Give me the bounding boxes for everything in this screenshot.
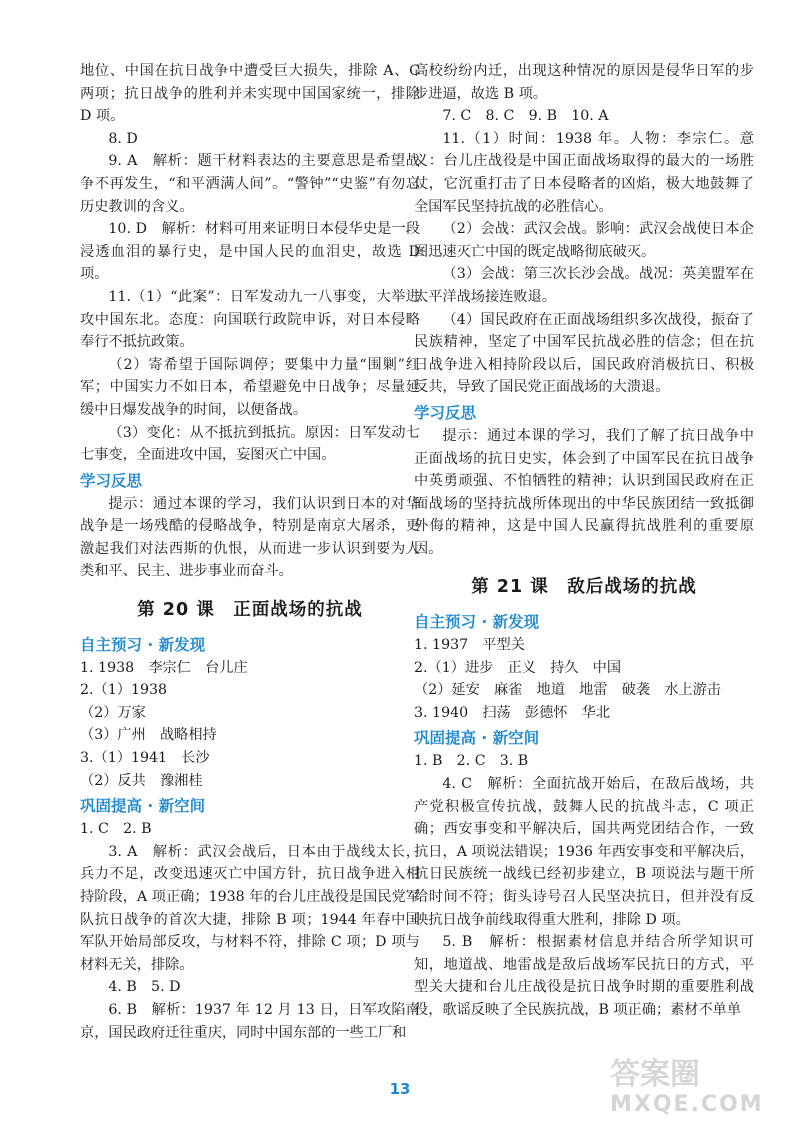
- answer-paragraph: 1. 1937 平型关: [414, 637, 525, 654]
- answer-paragraph: 11.（1）“此案”：日军发动九一八事变，大举进攻中国东北。态度：向国联行政院申诉，对日本侵略奉行不抵抗政策。: [80, 288, 420, 351]
- answer-paragraph: 11.（1）时间：1938 年。人物：李宗仁。意义：台儿庄战役是中国正面战场取得的最大的一场胜仗，它沉重打击了日本侵略者的凶焰，极大地鼓舞了全国军民坚持抗战的必胜信心。: [414, 130, 754, 215]
- section-heading: 学习反思: [414, 403, 477, 422]
- answer-paragraph: 3. A 解析：武汉会战后，日本由于战线太长，兵力不足，改变迅速灭亡中国方针，抗日战争进入相持阶段，A 项正确；1938 年的台儿庄战役是国民党军队抗日战争的首次大捷，排除 B 项；1944 年春中国军队开始局部反攻，与材料不符，排除 C 项；D 项与材料无关，排除。: [80, 843, 420, 973]
- answer-paragraph: （3）会战：第三次长沙会战。战况：英美盟军在太平洋战场接连败退。: [414, 266, 754, 305]
- answer-paragraph: 高校纷纷内迁，出现这种情况的原因是侵华日军的步步进逼，故选 B 项。: [414, 63, 754, 102]
- answer-paragraph: （4）国民政府在正面战场组织多次战役，振奋了民族精神，坚定了中国军民抗战必胜的信念；但在抗日战争进入相持阶段以后，国民政府消极抗日、积极反共，导致了国民党正面战场的大溃退。: [414, 311, 754, 396]
- section-heading: 自主预习 · 新发现: [414, 613, 540, 632]
- answer-paragraph: 10. D 解析：材料可用来证明日本侵华史是一段浸透血泪的暴行史，是中国人民的血泪史，故选 D 项。: [80, 221, 420, 283]
- answer-paragraph: 地位、中国在抗日战争中遭受巨大损失，排除 A、C 两项；抗日战争的胜利并未实现中国国家统一，排除 D 项。: [80, 63, 420, 125]
- answer-paragraph: （2）反共 豫湘桂: [80, 772, 203, 789]
- answer-paragraph: 6. B 解析：1937 年 12 月 13 日，日军攻陷南京，国民政府迁往重庆，同时中国东部的一些工厂和: [80, 1001, 420, 1041]
- answer-paragraph: 9. A 解析：题干材料表达的主要意思是希望战争不再发生，“和平洒满人间”。“警钟”“史鉴”有勿忘历史教训的含义。: [80, 153, 420, 215]
- answer-paragraph: 1. 1938 李宗仁 台儿庄: [80, 659, 248, 676]
- lesson-title: 第 20 课 正面战场的抗战: [137, 600, 363, 621]
- section-heading: 学习反思: [80, 471, 143, 490]
- answer-paragraph: （2）延安 麻雀 地道 地雷 破袭 水上游击: [414, 682, 721, 699]
- right-column: [414, 60, 754, 1022]
- section-heading: 巩固提高 · 新空间: [414, 729, 540, 748]
- answer-paragraph: （3）变化：从不抵抗到抵抗。原因：日军发动七七事变，全面进攻中国，妄图灭亡中国。: [80, 424, 420, 464]
- answer-paragraph: （2）万家: [80, 704, 146, 721]
- section-heading: 巩固提高 · 新空间: [80, 797, 206, 816]
- answer-paragraph: 4. C 解析：全面抗战开始后，在敌后战场，共产党积极宣传抗战，鼓舞人民的抗战斗志，C 项正确；西安事变和平解决后，国共两党团结合作，一致抗日，A 项说法错误；1936 年西安事变和平解决后，抗日民族统一战线已经初步建立，B 项说法与题干所给时间不符；街头诗号召人民坚决抗日，但并没有反映抗日战争前线取得重大胜利，排除 D 项。: [414, 776, 754, 928]
- answer-paragraph: 1. C 2. B: [80, 821, 152, 838]
- lesson-title: 第 21 课 敌后战场的抗战: [471, 577, 697, 598]
- answer-paragraph: 2.（1）1938: [80, 682, 168, 699]
- answer-paragraph: 3.（1）1941 长沙: [80, 750, 210, 767]
- answer-paragraph: 3. 1940 扫荡 彭德怀 华北: [414, 704, 611, 721]
- watermark-logo: [610, 1058, 780, 1128]
- answer-paragraph: 1. B 2. C 3. B: [414, 753, 529, 770]
- answer-paragraph: 4. B 5. D: [108, 979, 181, 996]
- answer-paragraph: （3）广州 战略相持: [80, 727, 217, 744]
- watermark-text: 答案圈: [610, 1057, 700, 1092]
- answer-paragraph: 提示：通过本课的学习，我们了解了抗日战争中正面战场的抗日史实，体会到了中国军民在抗日战争中英勇顽强、不怕牺牲的精神；认识到国民政府在正面战场的坚持抗战所体现出的中华民族团结一致抵御外侮的精神，这是中国人民赢得抗战胜利的重要原因。: [414, 427, 754, 557]
- page-number: 13: [389, 1080, 411, 1098]
- answer-paragraph: 7. C 8. C 9. B 10. A: [442, 108, 609, 125]
- answer-paragraph: 8. D: [108, 130, 138, 147]
- left-column: [80, 60, 420, 1044]
- section-heading: 自主预习 · 新发现: [80, 635, 206, 654]
- answer-paragraph: 2.（1）进步 正义 持久 中国: [414, 659, 622, 676]
- answer-paragraph: （2）会战：武汉会战。影响：武汉会战使日本企图迅速灭亡中国的既定战略彻底破灭。: [414, 221, 754, 260]
- answer-paragraph: 5. B 解析：根据素材信息并结合所学知识可知，地道战、地雷战是敌后战场军民抗日的方式，平型关大捷和台儿庄战役是抗日战争时期的重要胜利战役，歌谣反映了全民族抗战，B 项正确；素材不单单: [414, 934, 754, 1018]
- answer-paragraph: （2）寄希望于国际调停；要集中力量“围剿”红军；中国实力不如日本，希望避免中日战争；尽量延缓中日爆发战争的时间，以便备战。: [80, 356, 420, 418]
- answer-paragraph: 提示：通过本课的学习，我们认识到日本的对华战争是一场残酷的侵略战争，特别是南京大屠杀，更激起我们对法西斯的仇恨，从而进一步认识到要为人类和平、民主、进步事业而奋斗。: [80, 495, 420, 580]
- watermark-url: MXQE.COM: [610, 1092, 764, 1117]
